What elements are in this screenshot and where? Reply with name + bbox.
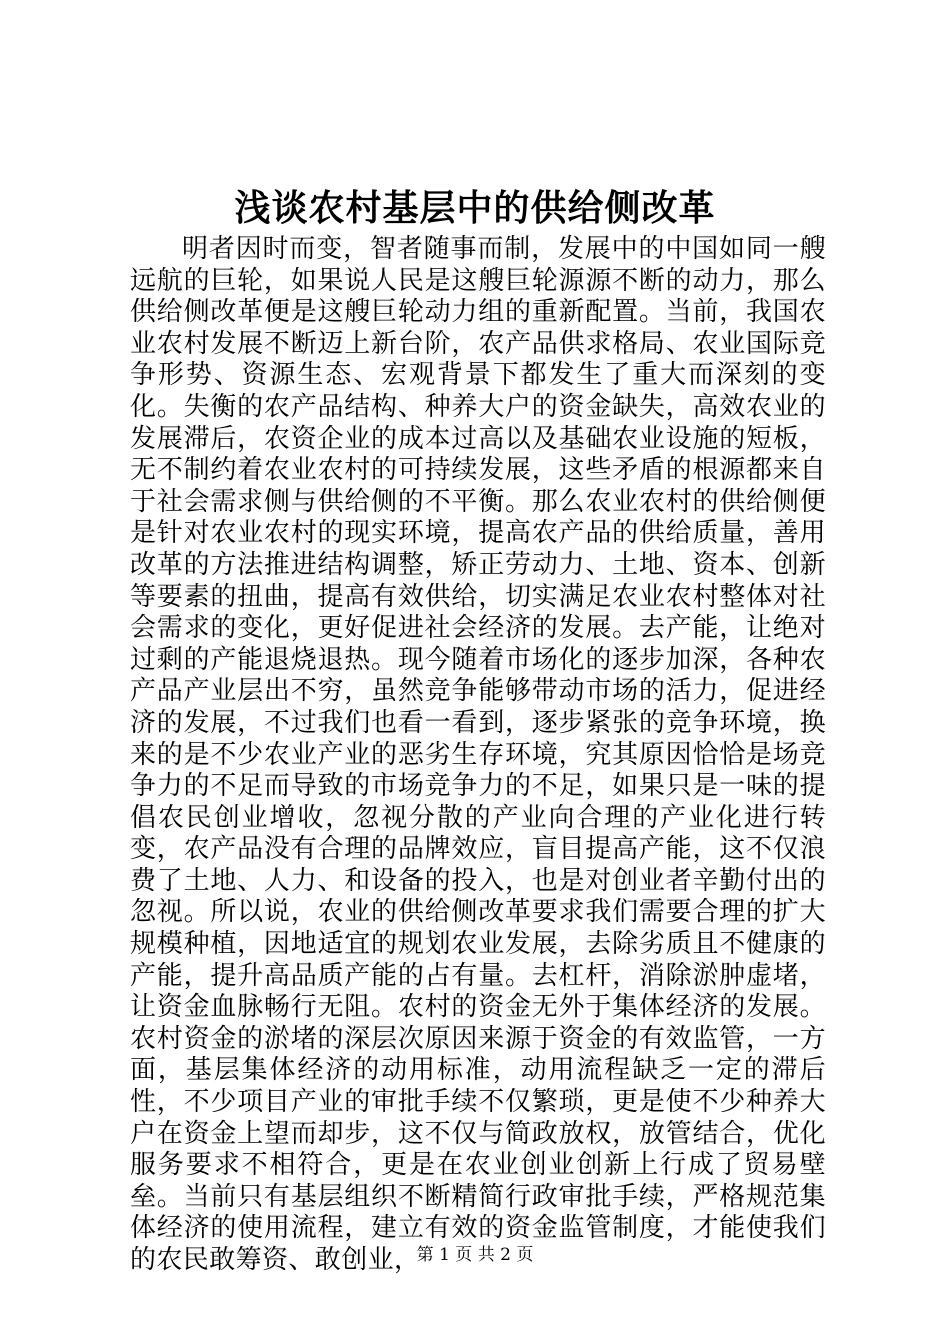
page-number-footer: 第 1 页 共 2 页 bbox=[416, 1245, 534, 1265]
document-title: 浅谈农村基层中的供给侧改革 bbox=[234, 187, 716, 229]
body-paragraph: 明者因时而变，智者随事而制，发展中的中国如同一艘远航的巨轮，如果说人民是这艘巨轮源源不断的动力，那么供给侧改革便是这艘巨轮动力组的重新配置。当前，我国农业农村发展不断迈上新台阶，农产品供求格局、农业国际竞争形势、资源生态、宏观背景下都发生了重大而深刻的变化。失衡的农产品结构、种养大户的资金缺失，高效农业的发展滞后，农资企业的成本过高以及基础农业设施的短板，无不制约着农业农村的可持续发展，这些矛盾的根源都来自于社会需求侧与供给侧的不平衡。那么农业农村的供给侧便是针对农业农村的现实环境，提高农产品的供给质量，善用改革的方法推进结构调整，矫正劳动力、土地、资本、创新等要素的扭曲，提高有效供给，切实满足农业农村整体对社会需求的变化，更好促进社会经济的发展。去产能，让绝对过剩的产能退烧退热。现今随着市场化的逐步加深，各种农产品产业层出不穷，虽然竞争能够带动市场的活力，促进经济的发展，不过我们也看一看到，逐步紧张的竞争环境，换来的是不少农业产业的恶劣生存环境，究其原因恰恰是场竞争力的不足而导致的市场竞争力的不足，如果只是一味的提倡农民创业增收，忽视分散的产业向合理的产业化进行转变，农产品没有合理的品牌效应，盲目提高产能，这不仅浪费了土地、人力、和设备的投入，也是对创业者辛勤付出的忽视。所以说，农业的供给侧改革要求我们需要合理的扩大规模种植，因地适宜的规划农业发展，去除劣质且不健康的产能，提升高品质产能的占有量。去杠杆，消除淤肿虚堵，让资金血脉畅行无阻。农村的资金无外于集体经济的发展。农村资金的淤堵的深层次原因来源于资金的有效监管，一方面，基层集体经济的动用标准，动用流程缺乏一定的滞后性，不少项目产业的审批手续不仅繁琐，更是使不少种养大户在资金上望而却步，这不仅与简政放权，放管结合，优化服务要求不相符合，更是在农业创业创新上行成了贸易壁垒。当前只有基层组织不断精简行政审批手续，严格规范集体经济的使用流程，建立有效的资金监管制度，才能使我们的农民敢筹资、敢创业， bbox=[130, 234, 826, 1275]
